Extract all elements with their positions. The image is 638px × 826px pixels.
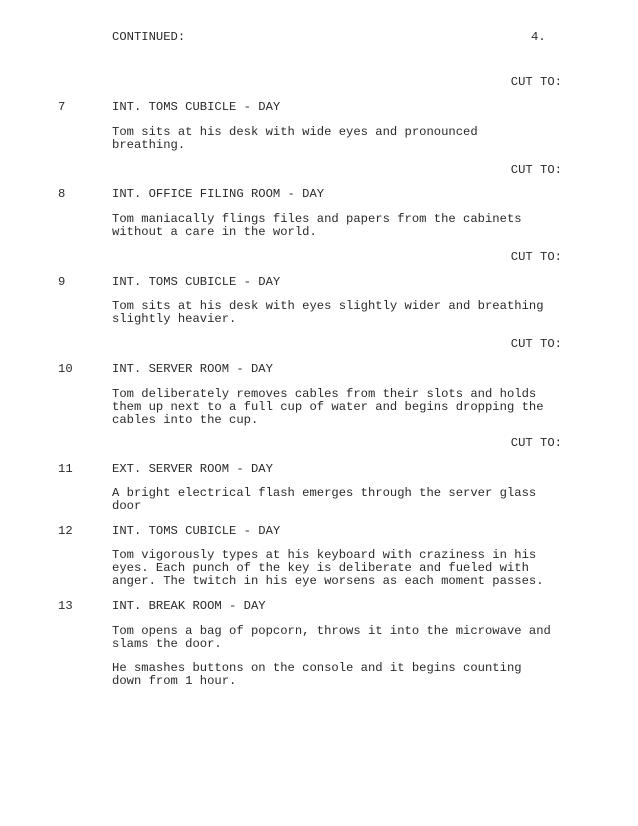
transition-cut-to: CUT TO: (510, 75, 562, 89)
action-paragraph: Tom opens a bag of popcorn, throws it into the microwave and slams the door. (112, 624, 551, 651)
scene-number: 12 (58, 524, 73, 538)
transition-cut-to: CUT TO: (510, 250, 562, 264)
scene-heading: INT. OFFICE FILING ROOM - DAY (112, 187, 325, 201)
scene-number: 10 (58, 362, 73, 376)
scene-number: 8 (58, 187, 66, 201)
transition-cut-to: CUT TO: (510, 337, 562, 351)
transition-cut-to: CUT TO: (510, 163, 562, 177)
scene-heading: INT. TOMS CUBICLE - DAY (112, 100, 281, 114)
page-number: 4. (531, 30, 546, 44)
action-paragraph: Tom deliberately removes cables from their slots and holds them up next to a full cup of water and begins dropping the cables into the cup. (112, 387, 544, 427)
scene-heading: INT. TOMS CUBICLE - DAY (112, 524, 281, 538)
action-paragraph: A bright electrical flash emerges through the server glass door (112, 486, 537, 513)
scene-number: 7 (58, 100, 66, 114)
scene-heading: INT. SERVER ROOM - DAY (112, 362, 273, 376)
action-paragraph: Tom sits at his desk with eyes slightly wider and breathing slightly heavier. (112, 299, 544, 326)
action-paragraph: He smashes buttons on the console and it begins counting down from 1 hour. (112, 661, 522, 688)
action-paragraph: Tom maniacally flings files and papers from the cabinets without a care in the world. (112, 212, 522, 239)
action-paragraph: Tom vigorously types at his keyboard with craziness in his eyes. Each punch of the key is deliberate and fueled with anger. The twitch in his eye worsens as each moment passes. (112, 548, 544, 588)
scene-number: 9 (58, 275, 66, 289)
scene-heading: EXT. SERVER ROOM - DAY (112, 462, 273, 476)
scene-number: 13 (58, 599, 73, 613)
scene-heading: INT. BREAK ROOM - DAY (112, 599, 266, 613)
action-paragraph: Tom sits at his desk with wide eyes and pronounced breathing. (112, 125, 478, 152)
scene-number: 11 (58, 462, 73, 476)
scene-heading: INT. TOMS CUBICLE - DAY (112, 275, 281, 289)
continued-label: CONTINUED: (112, 30, 186, 44)
transition-cut-to: CUT TO: (510, 436, 562, 450)
